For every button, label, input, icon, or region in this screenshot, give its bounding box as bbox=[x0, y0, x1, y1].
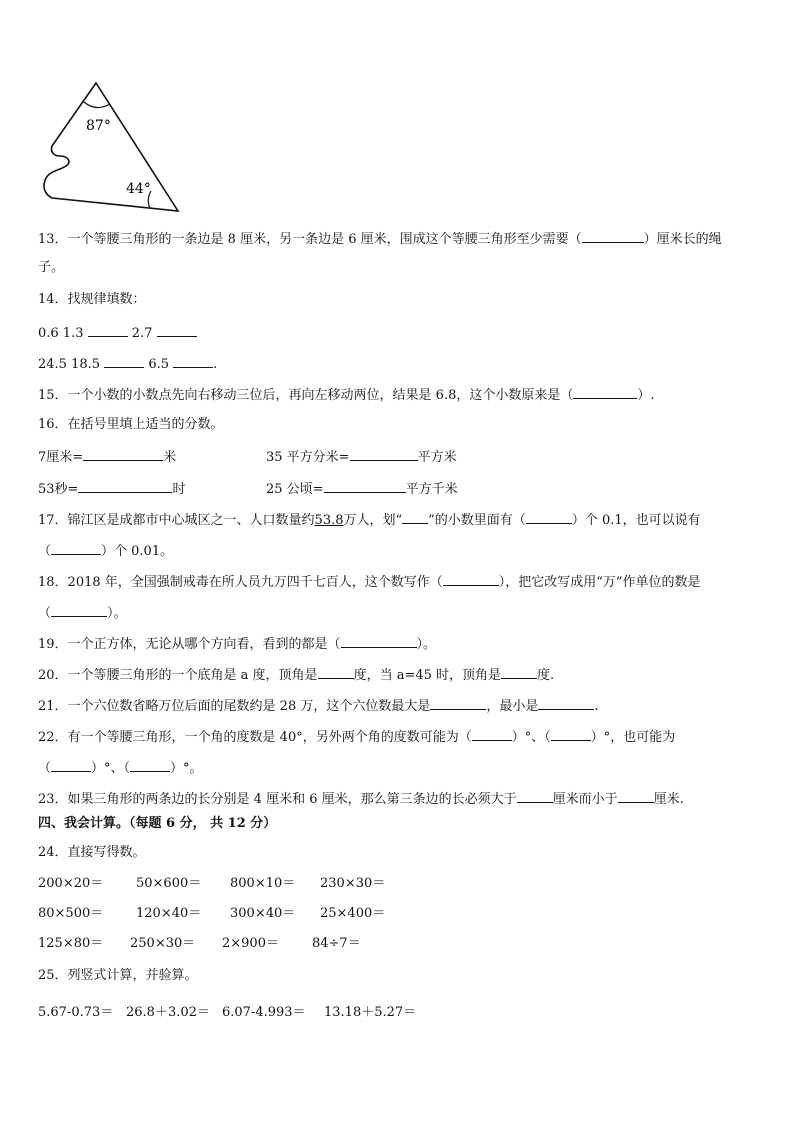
q13-blank[interactable] bbox=[582, 230, 644, 243]
q21-line: 21．一个六位数省略万位后面的尾数约是 28 万，这个六位数最大是 ，最小是 . bbox=[38, 699, 599, 714]
q23-blank1[interactable] bbox=[517, 790, 553, 803]
q18-line2: （ ）。 bbox=[38, 606, 127, 621]
q22-blank1[interactable] bbox=[472, 728, 512, 741]
q14-row1-blank2[interactable] bbox=[157, 324, 197, 337]
q22-blank2[interactable] bbox=[551, 728, 591, 741]
q24-r2-c2: 120×40＝ bbox=[136, 906, 202, 921]
q14-row1: 0.6 1.3 2.7 bbox=[38, 324, 197, 342]
q13-line2: 子。 bbox=[38, 260, 65, 275]
q17-line2: （ ）个 0.01。 bbox=[38, 544, 174, 559]
q14-row2: 24.5 18.5 6.5 . bbox=[38, 357, 218, 372]
q16-blank-d[interactable] bbox=[324, 480, 406, 493]
q24-r2-c4: 25×400＝ bbox=[320, 906, 386, 921]
q21-blank2[interactable] bbox=[538, 697, 594, 710]
q18-blank1[interactable] bbox=[443, 573, 499, 586]
q17-blank2[interactable] bbox=[51, 542, 101, 555]
q16-blank-b[interactable] bbox=[350, 448, 418, 461]
q25-title: 25．列竖式计算，并验算。 bbox=[38, 968, 198, 983]
q24-r1-c3: 800×10＝ bbox=[230, 876, 296, 891]
section-4-title: 四、我会计算。（每题 6 分， 共 12 分） bbox=[38, 816, 277, 831]
q24-r1-c4: 230×30＝ bbox=[320, 876, 386, 891]
q22-blank3[interactable] bbox=[51, 759, 91, 772]
q14-row1-blank1[interactable] bbox=[88, 324, 128, 337]
q20-blank1[interactable] bbox=[318, 666, 354, 679]
q16-item-b: 35 平方分米= 平方米 bbox=[266, 450, 457, 465]
top-angle-arc bbox=[84, 102, 110, 108]
q24-r1-c2: 50×600＝ bbox=[136, 876, 202, 891]
q20-blank2[interactable] bbox=[501, 666, 537, 679]
q14-row2-blank2[interactable] bbox=[173, 355, 213, 368]
q18-line1: 18．2018 年，全国强制戒毒在所人员九万四千七百人，这个数写作（ ），把它改写成用“万”作单位的数是 bbox=[38, 575, 701, 590]
q20-line: 20．一个等腰三角形的一个底角是 a 度，顶角是 度，当 a=45 时，顶角是 度. bbox=[38, 668, 555, 683]
q16-item-a: 7厘米= 米 bbox=[38, 450, 177, 465]
q14-title: 14．找规律填数： bbox=[38, 292, 146, 307]
q15-line: 15．一个小数的小数点先向右移动三位后，再向左移动两位，结果是 6.8，这个小数原来是（ ）. bbox=[38, 388, 655, 403]
q24-r3-c4: 84÷7＝ bbox=[312, 936, 361, 951]
q19-blank[interactable] bbox=[341, 635, 417, 648]
q23-line: 23．如果三角形的两条边的长分别是 4 厘米和 6 厘米，那么第三条边的长必须大于 厘米而小于 厘米. bbox=[38, 792, 684, 807]
q24-r1-c1: 200×20＝ bbox=[38, 876, 104, 891]
q13-line1: 13．一个等腰三角形的一条边是 8 厘米，另一条边是 6 厘米，围成这个等腰三角形至少需要（ ）厘米长的绳 bbox=[38, 232, 722, 247]
q16-item-c: 53秒= 时 bbox=[38, 482, 186, 497]
q24-r3-c3: 2×900＝ bbox=[222, 936, 279, 951]
q25-item-1: 5.67-0.73＝ bbox=[38, 1005, 114, 1020]
q25-item-4: 13.18＋5.27＝ bbox=[324, 1005, 417, 1020]
q22-blank4[interactable] bbox=[130, 759, 170, 772]
q17-blank-digit[interactable] bbox=[402, 511, 428, 524]
q24-r2-c1: 80×500＝ bbox=[38, 906, 104, 921]
q15-blank[interactable] bbox=[573, 386, 637, 399]
torn-triangle-figure bbox=[38, 78, 188, 218]
angle-label-bottom: 44° bbox=[126, 181, 151, 197]
q17-blank1[interactable] bbox=[526, 511, 572, 524]
q14-row2-blank1[interactable] bbox=[104, 355, 144, 368]
q17-line1: 17．锦江区是成都市中心城区之一、人口数量约53.8万人，划“ ”的小数里面有（ ）个 0.1，也可以说有 bbox=[38, 513, 701, 528]
q18-blank2[interactable] bbox=[51, 604, 107, 617]
q16-item-d: 25 公顷= 平方千米 bbox=[266, 482, 458, 497]
q16-blank-c[interactable] bbox=[78, 480, 172, 493]
q22-line2: （ ）°、（ ）°。 bbox=[38, 761, 203, 776]
q24-title: 24．直接写得数。 bbox=[38, 845, 146, 860]
q25-item-3: 6.07-4.993＝ bbox=[222, 1005, 306, 1020]
q23-blank2[interactable] bbox=[618, 790, 654, 803]
q19-line: 19．一个正方体，无论从哪个方向看，看到的都是（ ）。 bbox=[38, 637, 437, 652]
q24-r3-c2: 250×30＝ bbox=[130, 936, 196, 951]
q21-blank1[interactable] bbox=[430, 697, 486, 710]
q24-r3-c1: 125×80＝ bbox=[38, 936, 104, 951]
q22-line1: 22．有一个等腰三角形，一个角的度数是 40°，另外两个角的度数可能为（ ）°、（ ）°，也可能为 bbox=[38, 730, 676, 745]
triangle-outline bbox=[44, 83, 178, 211]
q16-blank-a[interactable] bbox=[83, 448, 163, 461]
q16-title: 16．在括号里填上适当的分数。 bbox=[38, 417, 224, 432]
q25-item-2: 26.8＋3.02＝ bbox=[126, 1005, 210, 1020]
angle-label-top: 87° bbox=[86, 118, 111, 134]
q24-r2-c3: 300×40＝ bbox=[230, 906, 296, 921]
